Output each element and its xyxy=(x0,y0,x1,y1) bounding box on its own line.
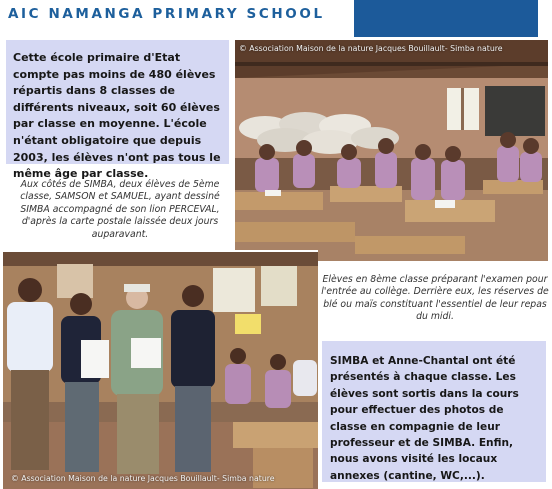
intro-text: Cette école primaire d'Etat compte pas moins de 480 élèves répartis dans 8 classes de différents niveaux, soit 60 élèves par classe en moyenne. L'école n'étant obligatoire que depuis 2003, les élèves n'ont pas tous le même âge par classe. xyxy=(13,51,221,181)
intro-text-box xyxy=(6,40,229,181)
visit-text-box xyxy=(322,341,546,482)
group-photo-illustration xyxy=(3,252,318,489)
caption-students-drawing: Aux côtés de SIMBA, deux élèves de 5ème classe, SAMSON et SAMUEL, ayant dessiné SIMBA accompagné de son lion PERCEVAL, d'après la carte postale laissée deux jours auparavant. xyxy=(20,179,220,240)
caption-exam-class: Elèves en 8ème classe préparant l'examen pour l'entrée au collège. Derrière eux, les réserves de blé ou maïs constituant l'essentiel de leur repas du midi. xyxy=(321,274,549,323)
group-photo-copyright: © Association Maison de la nature Jacques Bouillault- Simba nature xyxy=(11,474,275,483)
classroom-photo xyxy=(235,40,548,261)
visit-text: SIMBA et Anne-Chantal ont été présentés à chaque classe. Les élèves sont sortis dans la cours pour effectuer des photos de classe en compagnie de leur professeur et de SIMBA. Enfin, nous avons visité les locaux annexes (cantine, WC,...). xyxy=(330,355,519,482)
page-title: AIC NAMANGA PRIMARY SCHOOL xyxy=(8,6,325,22)
classroom-photo-illustration xyxy=(235,40,548,261)
header-color-block xyxy=(354,0,538,37)
group-photo xyxy=(3,250,318,489)
classroom-photo-copyright: © Association Maison de la nature Jacques Bouillault- Simba nature xyxy=(239,44,503,53)
